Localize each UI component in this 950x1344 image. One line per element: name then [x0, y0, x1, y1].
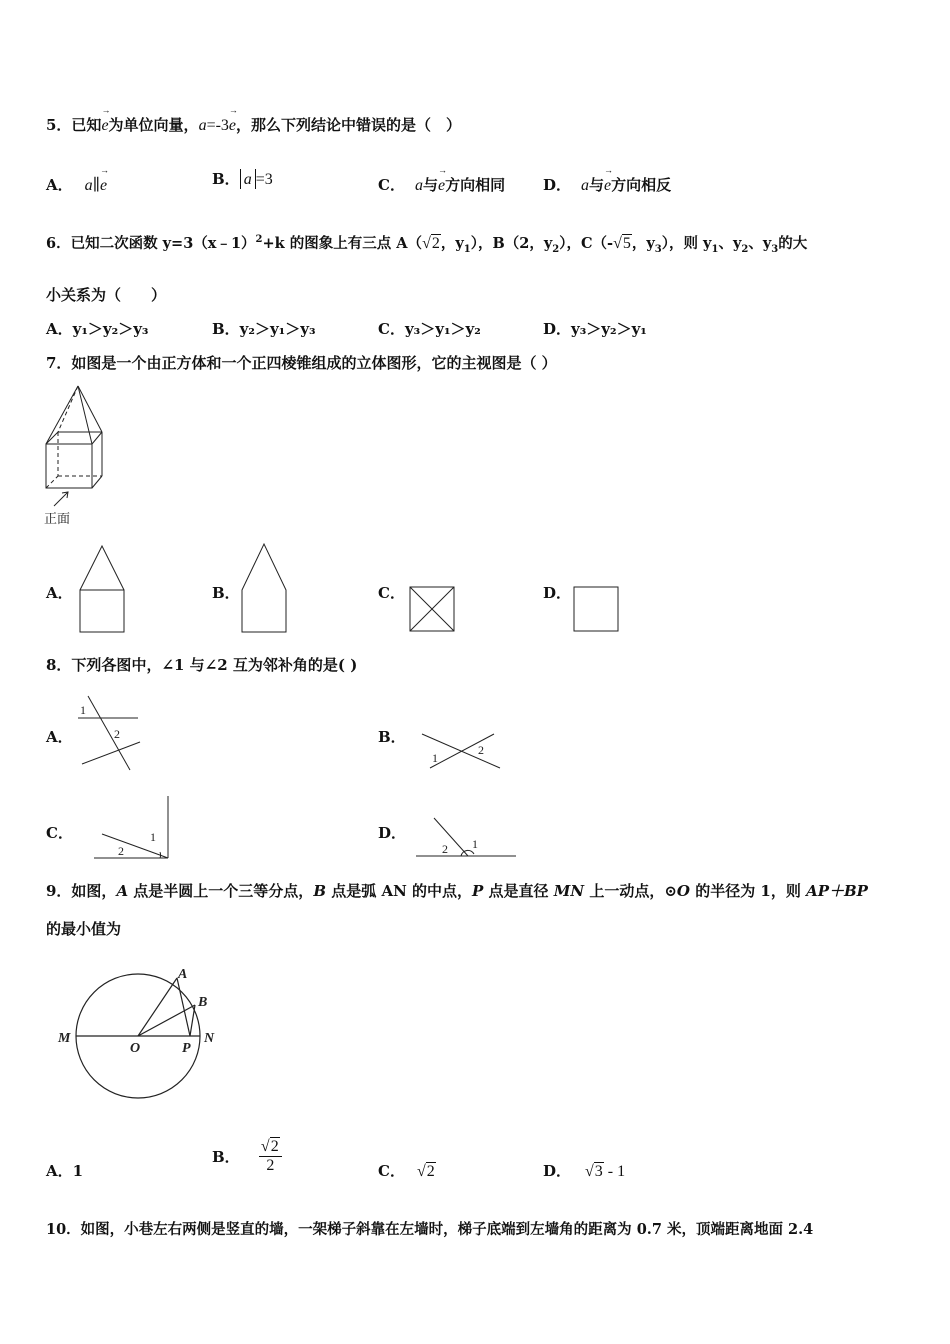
q7-solid-figure — [40, 380, 115, 530]
q5-option-c[interactable]: C． a与→ e方向相同 — [378, 174, 505, 195]
q5-option-a[interactable]: A． a∥→ e — [46, 174, 107, 195]
q6-option-b[interactable]: B．y₂＞y₁＞y₃ — [212, 320, 316, 338]
q6-option-c[interactable]: C．y₃＞y₁＞y₂ — [378, 320, 481, 338]
q5-stem: 5．已知→ e为单位向量，a=-3→ e，那么下列结论中错误的是（ ） — [46, 114, 461, 135]
q7-option-c-figure[interactable] — [406, 583, 458, 635]
q8-option-a[interactable]: A． — [46, 728, 73, 746]
q7-option-b[interactable]: B． — [212, 584, 240, 602]
q7-option-b-figure[interactable] — [236, 540, 292, 636]
q8-a-angle-1: 1 — [80, 703, 86, 717]
q5-option-d[interactable]: D． a与→ e方向相反 — [543, 174, 671, 195]
q9-circle-figure — [52, 960, 232, 1110]
q9-option-d[interactable]: D． √3 - 1 — [543, 1162, 626, 1180]
q8-option-b[interactable]: B． — [378, 728, 406, 746]
q9-label-b: B — [198, 995, 208, 1010]
q9-label-p: P — [182, 1041, 191, 1056]
q8-b-angle-2: 2 — [478, 743, 484, 757]
q8-option-a-figure[interactable] — [76, 692, 146, 774]
q9-label-o: O — [130, 1041, 141, 1056]
q7-option-d-figure[interactable] — [570, 583, 622, 635]
q7-stem: 7．如图是一个由正方体和一个正四棱锥组成的立体图形，它的主视图是（ ） — [46, 354, 557, 372]
q7-option-a[interactable]: A． — [46, 584, 73, 602]
q6-stem-line2: 小关系为（ ） — [46, 286, 167, 304]
q6-option-a[interactable]: A．y₁＞y₂＞y₃ — [46, 320, 149, 338]
q8-option-c-figure[interactable] — [90, 794, 172, 862]
q7-option-c[interactable]: C． — [378, 584, 405, 602]
q8-b-angle-1: 1 — [432, 751, 438, 765]
q8-option-d-figure[interactable] — [414, 814, 518, 860]
q8-option-c[interactable]: C． — [46, 824, 73, 842]
q8-c-angle-2: 2 — [118, 844, 124, 858]
q8-stem: 8．下列各图中，∠1 与∠2 互为邻补角的是( ) — [46, 656, 358, 674]
q9-label-n: N — [204, 1031, 215, 1046]
q9-stem-line2: 的最小值为 — [46, 920, 122, 938]
q9-stem: 9．如图，A 点是半圆上一个三等分点，B 点是弧 AN 的中点，P 点是直径 MN 上一动点，⊙O 的半径为 1，则 AP＋BP — [46, 882, 868, 900]
q6-stem: 6．已知二次函数 y=3（x﹣1）$^2$+k 的图象上有三点 A（√2，$y_1$），B（2，$y_2$），C（-√5，$y_3$），则 $y_1$、$y_2$、$y_3$的大 — [46, 234, 808, 255]
q9-option-b[interactable]: B． $\frac{√2}{2}$ — [212, 1138, 282, 1175]
q5-option-b[interactable]: B． a =3 — [212, 170, 273, 188]
q9-label-m: M — [58, 1031, 71, 1046]
q8-d-angle-2: 2 — [442, 842, 448, 856]
q8-a-angle-2: 2 — [114, 727, 120, 741]
q7-front-label: 正面 — [44, 511, 71, 526]
q9-option-c[interactable]: C． √2 — [378, 1162, 435, 1180]
q7-option-d[interactable]: D． — [543, 584, 572, 602]
q7-option-a-figure[interactable] — [72, 540, 128, 636]
q9-label-a: A — [178, 967, 188, 982]
q9-option-a[interactable]: A．1 — [46, 1162, 84, 1180]
q8-option-b-figure[interactable] — [418, 728, 504, 772]
q8-option-d[interactable]: D． — [378, 824, 407, 842]
q10-stem: 10．如图，小巷左右两侧是竖直的墙，一架梯子斜靠在左墙时，梯子底端到左墙角的距离为 0.7 米，顶端距离地面 2.4 — [46, 1221, 814, 1238]
q8-d-angle-1: 1 — [472, 837, 478, 851]
q8-c-angle-1: 1 — [150, 830, 156, 844]
q6-option-d[interactable]: D．y₃＞y₂＞y₁ — [543, 320, 647, 338]
